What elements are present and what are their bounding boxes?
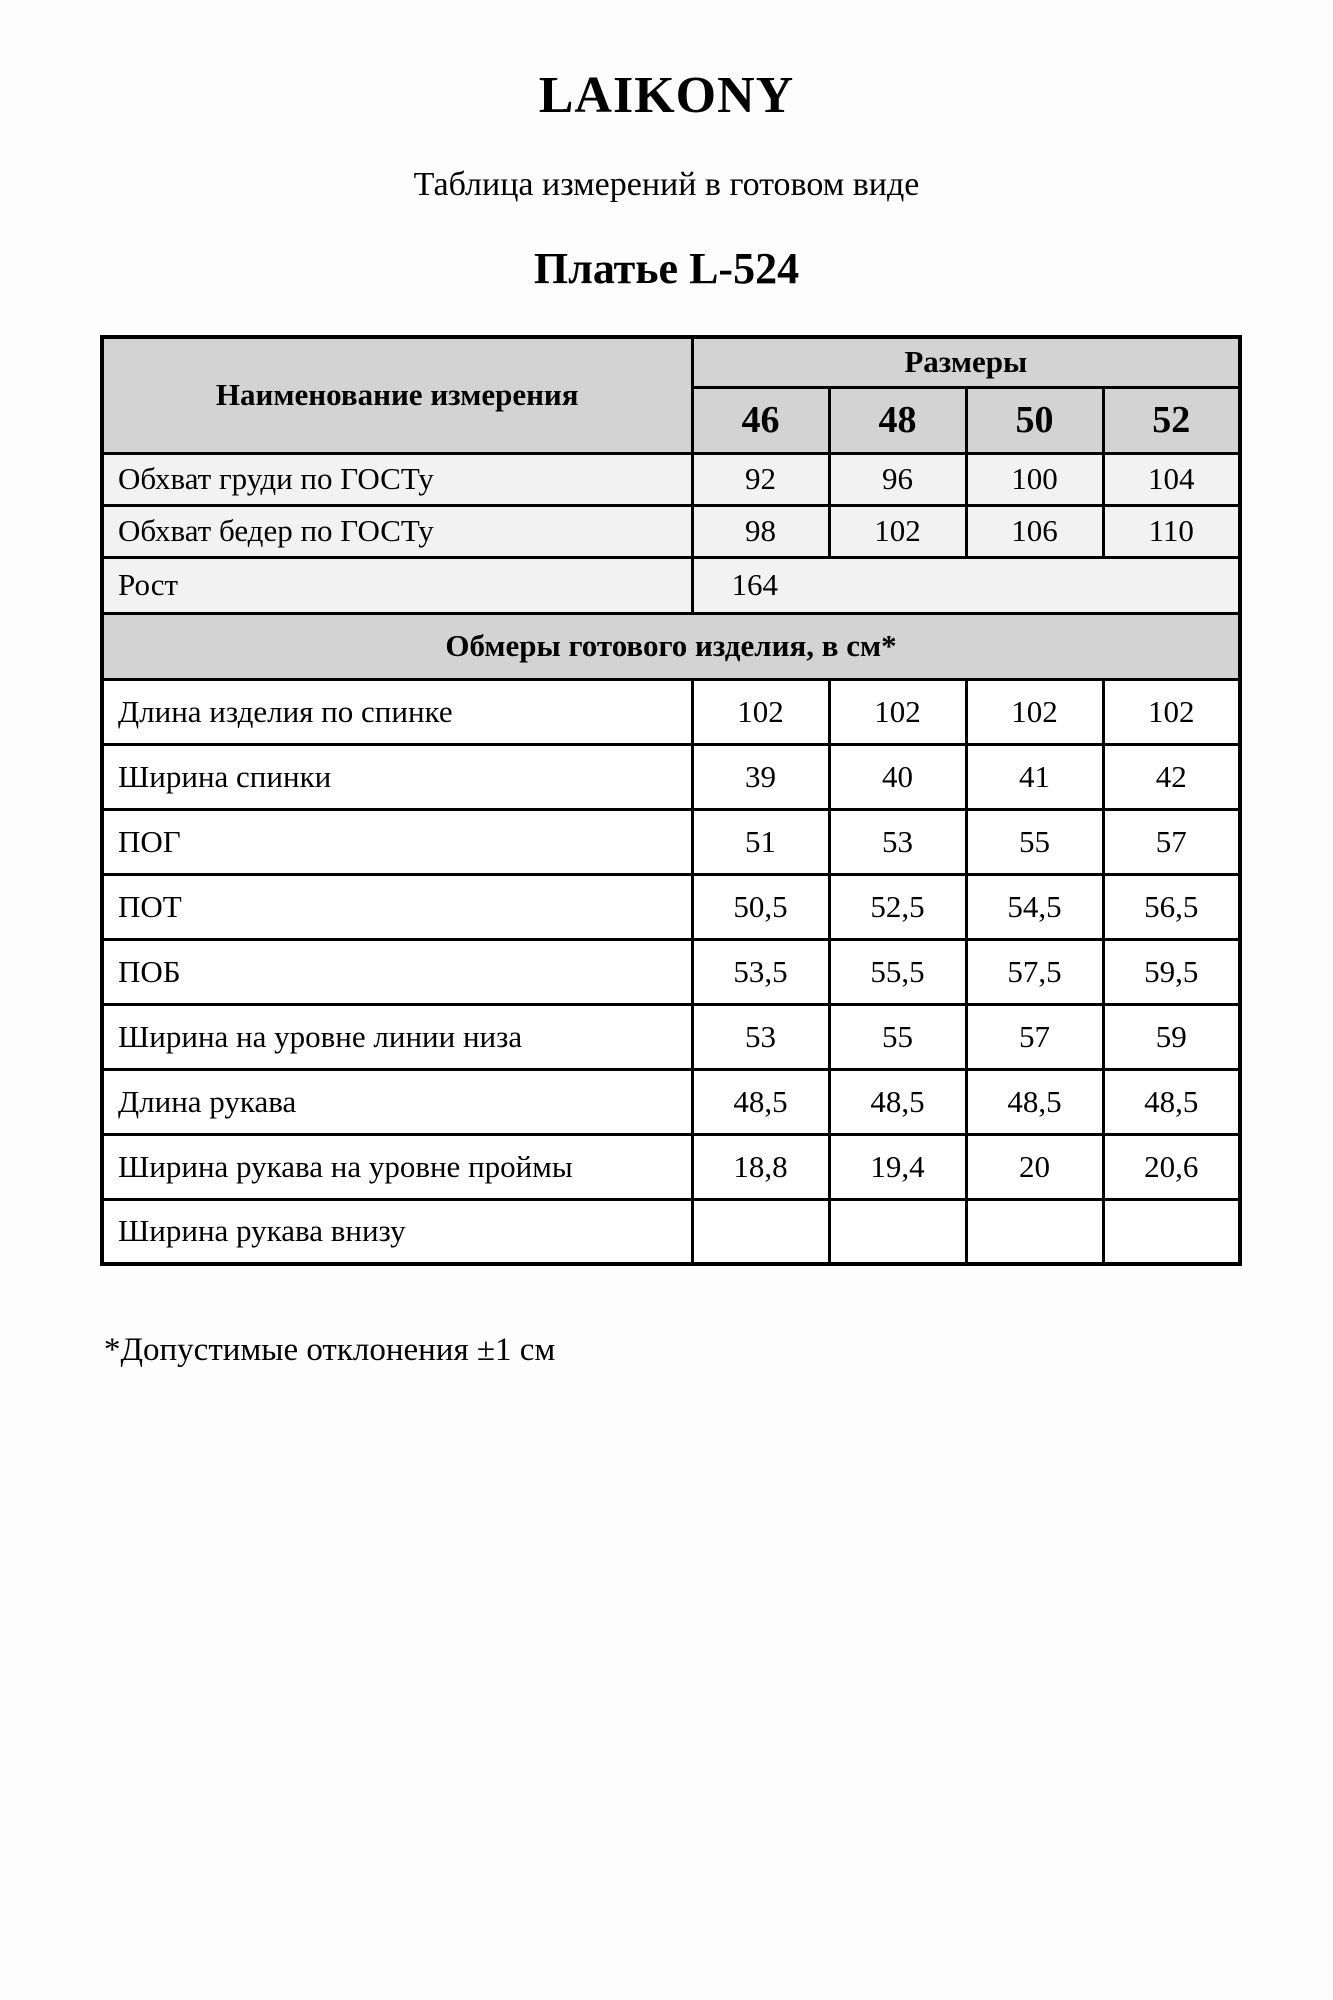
cell-value: 96 (829, 453, 966, 505)
cell-value: 48,5 (829, 1069, 966, 1134)
row-label: Обхват груди по ГОСТу (102, 453, 692, 505)
cell-value: 55 (966, 809, 1103, 874)
cell-value: 102 (1103, 679, 1240, 744)
cell-value: 102 (692, 679, 829, 744)
row-label: Рост (102, 557, 692, 613)
row-label: Длина рукава (102, 1069, 692, 1134)
row-label: Обхват бедер по ГОСТу (102, 505, 692, 557)
brand-title: LAIKONY (538, 67, 795, 124)
column-header-sizes: Размеры (692, 337, 1240, 387)
row-label: Ширина рукава внизу (102, 1199, 692, 1264)
cell-value-empty (966, 1199, 1103, 1264)
cell-value: 52,5 (829, 874, 966, 939)
row-label: Ширина спинки (102, 744, 692, 809)
cell-value: 106 (966, 505, 1103, 557)
cell-value: 104 (1103, 453, 1240, 505)
table-header-row-sizes-group (102, 337, 1240, 387)
table-row-hips-gost (102, 505, 1240, 557)
cell-value: 59 (1103, 1004, 1240, 1069)
row-label: Длина изделия по спинке (102, 679, 692, 744)
table-row-sleeve-width-armhole (102, 1134, 1240, 1199)
cell-value: 54,5 (966, 874, 1103, 939)
row-label: ПОБ (102, 939, 692, 1004)
cell-value: 53 (692, 1004, 829, 1069)
cell-value: 53,5 (692, 939, 829, 1004)
table-row-chest-gost (102, 453, 1240, 505)
cell-value: 102 (829, 505, 966, 557)
table-row-pog (102, 809, 1240, 874)
cell-value: 41 (966, 744, 1103, 809)
measurement-table (100, 335, 1242, 1266)
cell-value: 51 (692, 809, 829, 874)
size-header-48: 48 (829, 387, 966, 453)
cell-value: 40 (829, 744, 966, 809)
cell-value: 50,5 (692, 874, 829, 939)
size-header-52: 52 (1103, 387, 1240, 453)
cell-value: 110 (1103, 505, 1240, 557)
size-header-46: 46 (692, 387, 829, 453)
table-row-sleeve-length (102, 1069, 1240, 1134)
product-title: Платье L-524 (533, 244, 800, 293)
cell-value: 92 (692, 453, 829, 505)
cell-value-empty (829, 1199, 966, 1264)
cell-value: 18,8 (692, 1134, 829, 1199)
row-label: ПОТ (102, 874, 692, 939)
cell-value: 56,5 (1103, 874, 1240, 939)
cell-value: 48,5 (966, 1069, 1103, 1134)
cell-value: 102 (966, 679, 1103, 744)
cell-value: 20,6 (1103, 1134, 1240, 1199)
row-label: Ширина на уровне линии низа (102, 1004, 692, 1069)
table-section-header-row (102, 613, 1240, 679)
column-header-measurement-name: Наименование измерения (102, 337, 692, 453)
cell-value: 39 (692, 744, 829, 809)
cell-value-empty (692, 1199, 829, 1264)
table-row-height (102, 557, 1240, 613)
table-row-pob (102, 939, 1240, 1004)
cell-value: 100 (966, 453, 1103, 505)
table-row-sleeve-width-bottom (102, 1199, 1240, 1264)
cell-value: 57 (1103, 809, 1240, 874)
cell-value: 42 (1103, 744, 1240, 809)
cell-value: 55,5 (829, 939, 966, 1004)
cell-value: 19,4 (829, 1134, 966, 1199)
cell-value: 102 (829, 679, 966, 744)
document-subtitle: Таблица измерений в готовом виде (413, 166, 920, 203)
tolerance-footnote: *Допустимые отклонения ±1 см (104, 1332, 556, 1368)
size-header-50: 50 (966, 387, 1103, 453)
row-label: Ширина рукава на уровне проймы (102, 1134, 692, 1199)
section-header: Обмеры готового изделия, в см* (102, 613, 1240, 679)
cell-value-empty (1103, 1199, 1240, 1264)
cell-value-height: 164 (692, 557, 1240, 613)
table-row-back-length (102, 679, 1240, 744)
table-row-pot (102, 874, 1240, 939)
row-label: ПОГ (102, 809, 692, 874)
cell-value: 57 (966, 1004, 1103, 1069)
table-row-hem-width (102, 1004, 1240, 1069)
cell-value: 59,5 (1103, 939, 1240, 1004)
cell-value: 98 (692, 505, 829, 557)
cell-value: 55 (829, 1004, 966, 1069)
cell-value: 20 (966, 1134, 1103, 1199)
cell-value: 53 (829, 809, 966, 874)
table-row-back-width (102, 744, 1240, 809)
cell-value: 48,5 (692, 1069, 829, 1134)
cell-value: 57,5 (966, 939, 1103, 1004)
cell-value: 48,5 (1103, 1069, 1240, 1134)
